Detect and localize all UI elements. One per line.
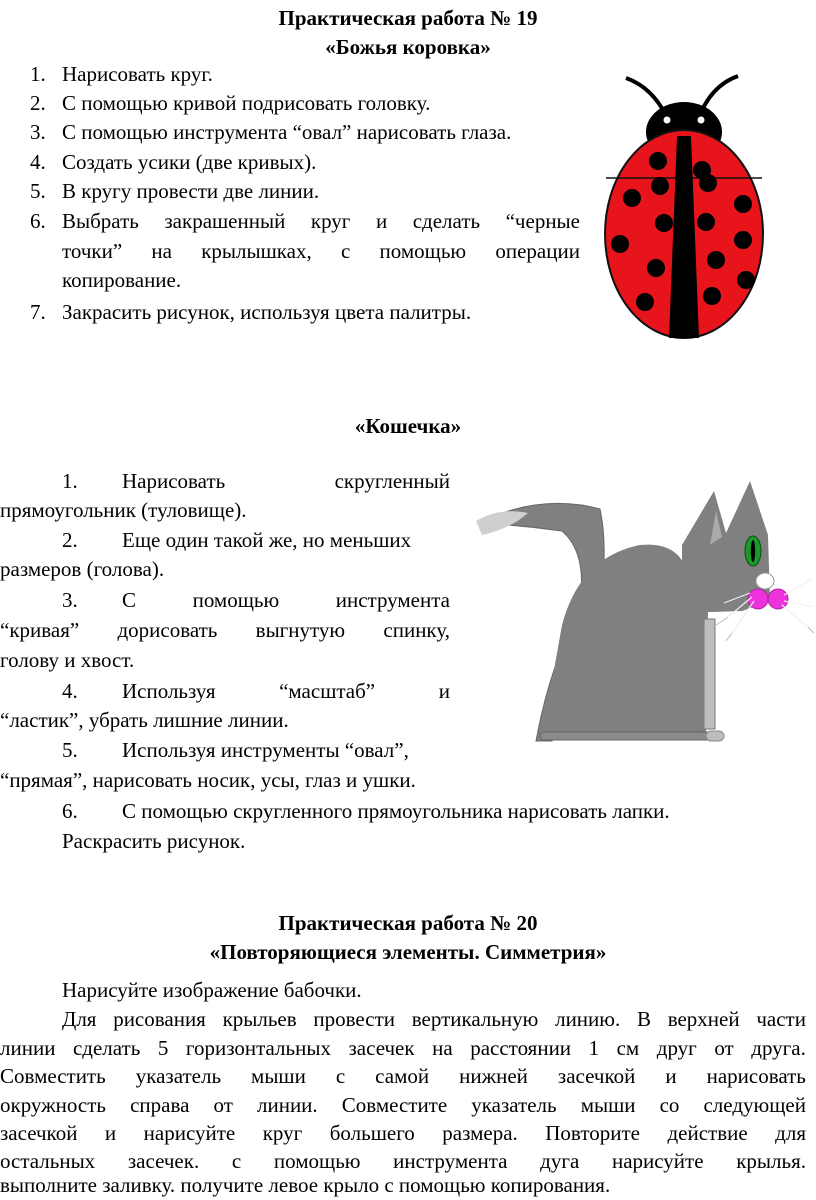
list-item-number: 5. [62, 738, 78, 762]
list-item: 1. Нарисовать круг. [30, 62, 213, 86]
list-item-line: Выбрать закрашенный круг и сделать “черные [62, 209, 580, 233]
list-item-line: точки” на крылышках, с помощью операции [62, 239, 580, 263]
work20-subtitle: «Повторяющиеся элементы. Симметрия» [209, 940, 607, 964]
list-item-number: 1. [62, 469, 78, 493]
list-item: 7. Закрасить рисунок, используя цвета палитры. [30, 300, 472, 324]
list-item-line: Еще один такой же, но меньших [122, 528, 412, 552]
list-item-line: голову и хвост. [0, 648, 135, 672]
list-item-line: Раскрасить рисунок. [62, 829, 246, 853]
work19-subtitle: «Божья коровка» [325, 35, 491, 59]
list-item-line: прямоугольник (туловище). [0, 498, 247, 522]
paragraph-line: выполните заливку. получите левое крыло с помощью копирования. [0, 1173, 611, 1197]
list-item-line: С помощью скругленного прямоугольника нарисовать лапки. [122, 799, 670, 823]
work19-title: Практическая работа № 19 [278, 6, 538, 30]
paragraph-line: Совместить указатель мыши с самой нижней засечкой и нарисовать [0, 1064, 806, 1088]
cat-whiskers-outer [716, 617, 814, 641]
paragraph-line: линии сделать 5 горизонтальных засечек на расстоянии 1 см друг от друга. [0, 1036, 806, 1060]
list-item-number: 3. [62, 588, 78, 612]
paragraph-line: остальных засечек. с помощью инструмента дуга нарисуйте крылья. [0, 1149, 806, 1173]
cat-title: «Кошечка» [354, 414, 462, 438]
list-item: 6. [30, 209, 46, 233]
ladybug-eye-right [698, 117, 705, 124]
list-item-line: “ластик”, убрать лишние линии. [0, 708, 289, 732]
paragraph-line: засечкой и нарисуйте круг большего размера. Повторите действие для [0, 1121, 806, 1145]
list-item-line: Используя инструменты “овал”, [122, 738, 409, 762]
list-item-line: Используя “масштаб” и [122, 679, 450, 703]
list-item-number: 6. [62, 799, 78, 823]
ladybug-illustration [598, 58, 783, 348]
list-item-line: “кривая” дорисовать выгнутую спинку, [0, 618, 450, 642]
cat-paw [706, 731, 724, 741]
list-item-number: 2. [62, 528, 78, 552]
list-item: 5. В кругу провести две линии. [30, 179, 320, 203]
list-item: 4. Создать усики (две кривых). [30, 150, 317, 174]
list-item-line: С помощью инструмента [122, 588, 450, 612]
list-item-line: “прямая”, нарисовать носик, усы, глаз и ушки. [0, 768, 416, 792]
cat-cheek [768, 589, 788, 609]
cat-nose [756, 573, 774, 589]
work20-title: Практическая работа № 20 [278, 911, 538, 935]
list-item-number: 4. [62, 679, 78, 703]
list-item-line: Нарисовать скругленный [122, 469, 450, 493]
list-item: 2. С помощью кривой подрисовать головку. [30, 91, 431, 115]
ladybug-eye-left [664, 117, 671, 124]
list-item-line: размеров (голова). [0, 557, 165, 581]
cat-pupil [751, 540, 755, 562]
paragraph: Нарисуйте изображение бабочки. [62, 978, 362, 1002]
list-item: 3. С помощью инструмента “овал” нарисовать глаза. [30, 120, 512, 144]
paragraph-line: окружность справа от линии. Совместите указатель мыши со следующей [0, 1093, 806, 1117]
list-item-line: копирование. [62, 268, 182, 292]
cat-paw [540, 732, 718, 740]
paragraph-line: Для рисования крыльев провести вертикальную линию. В верхней части [62, 1007, 806, 1031]
cat-illustration [470, 475, 816, 747]
cat-leg [704, 619, 715, 729]
